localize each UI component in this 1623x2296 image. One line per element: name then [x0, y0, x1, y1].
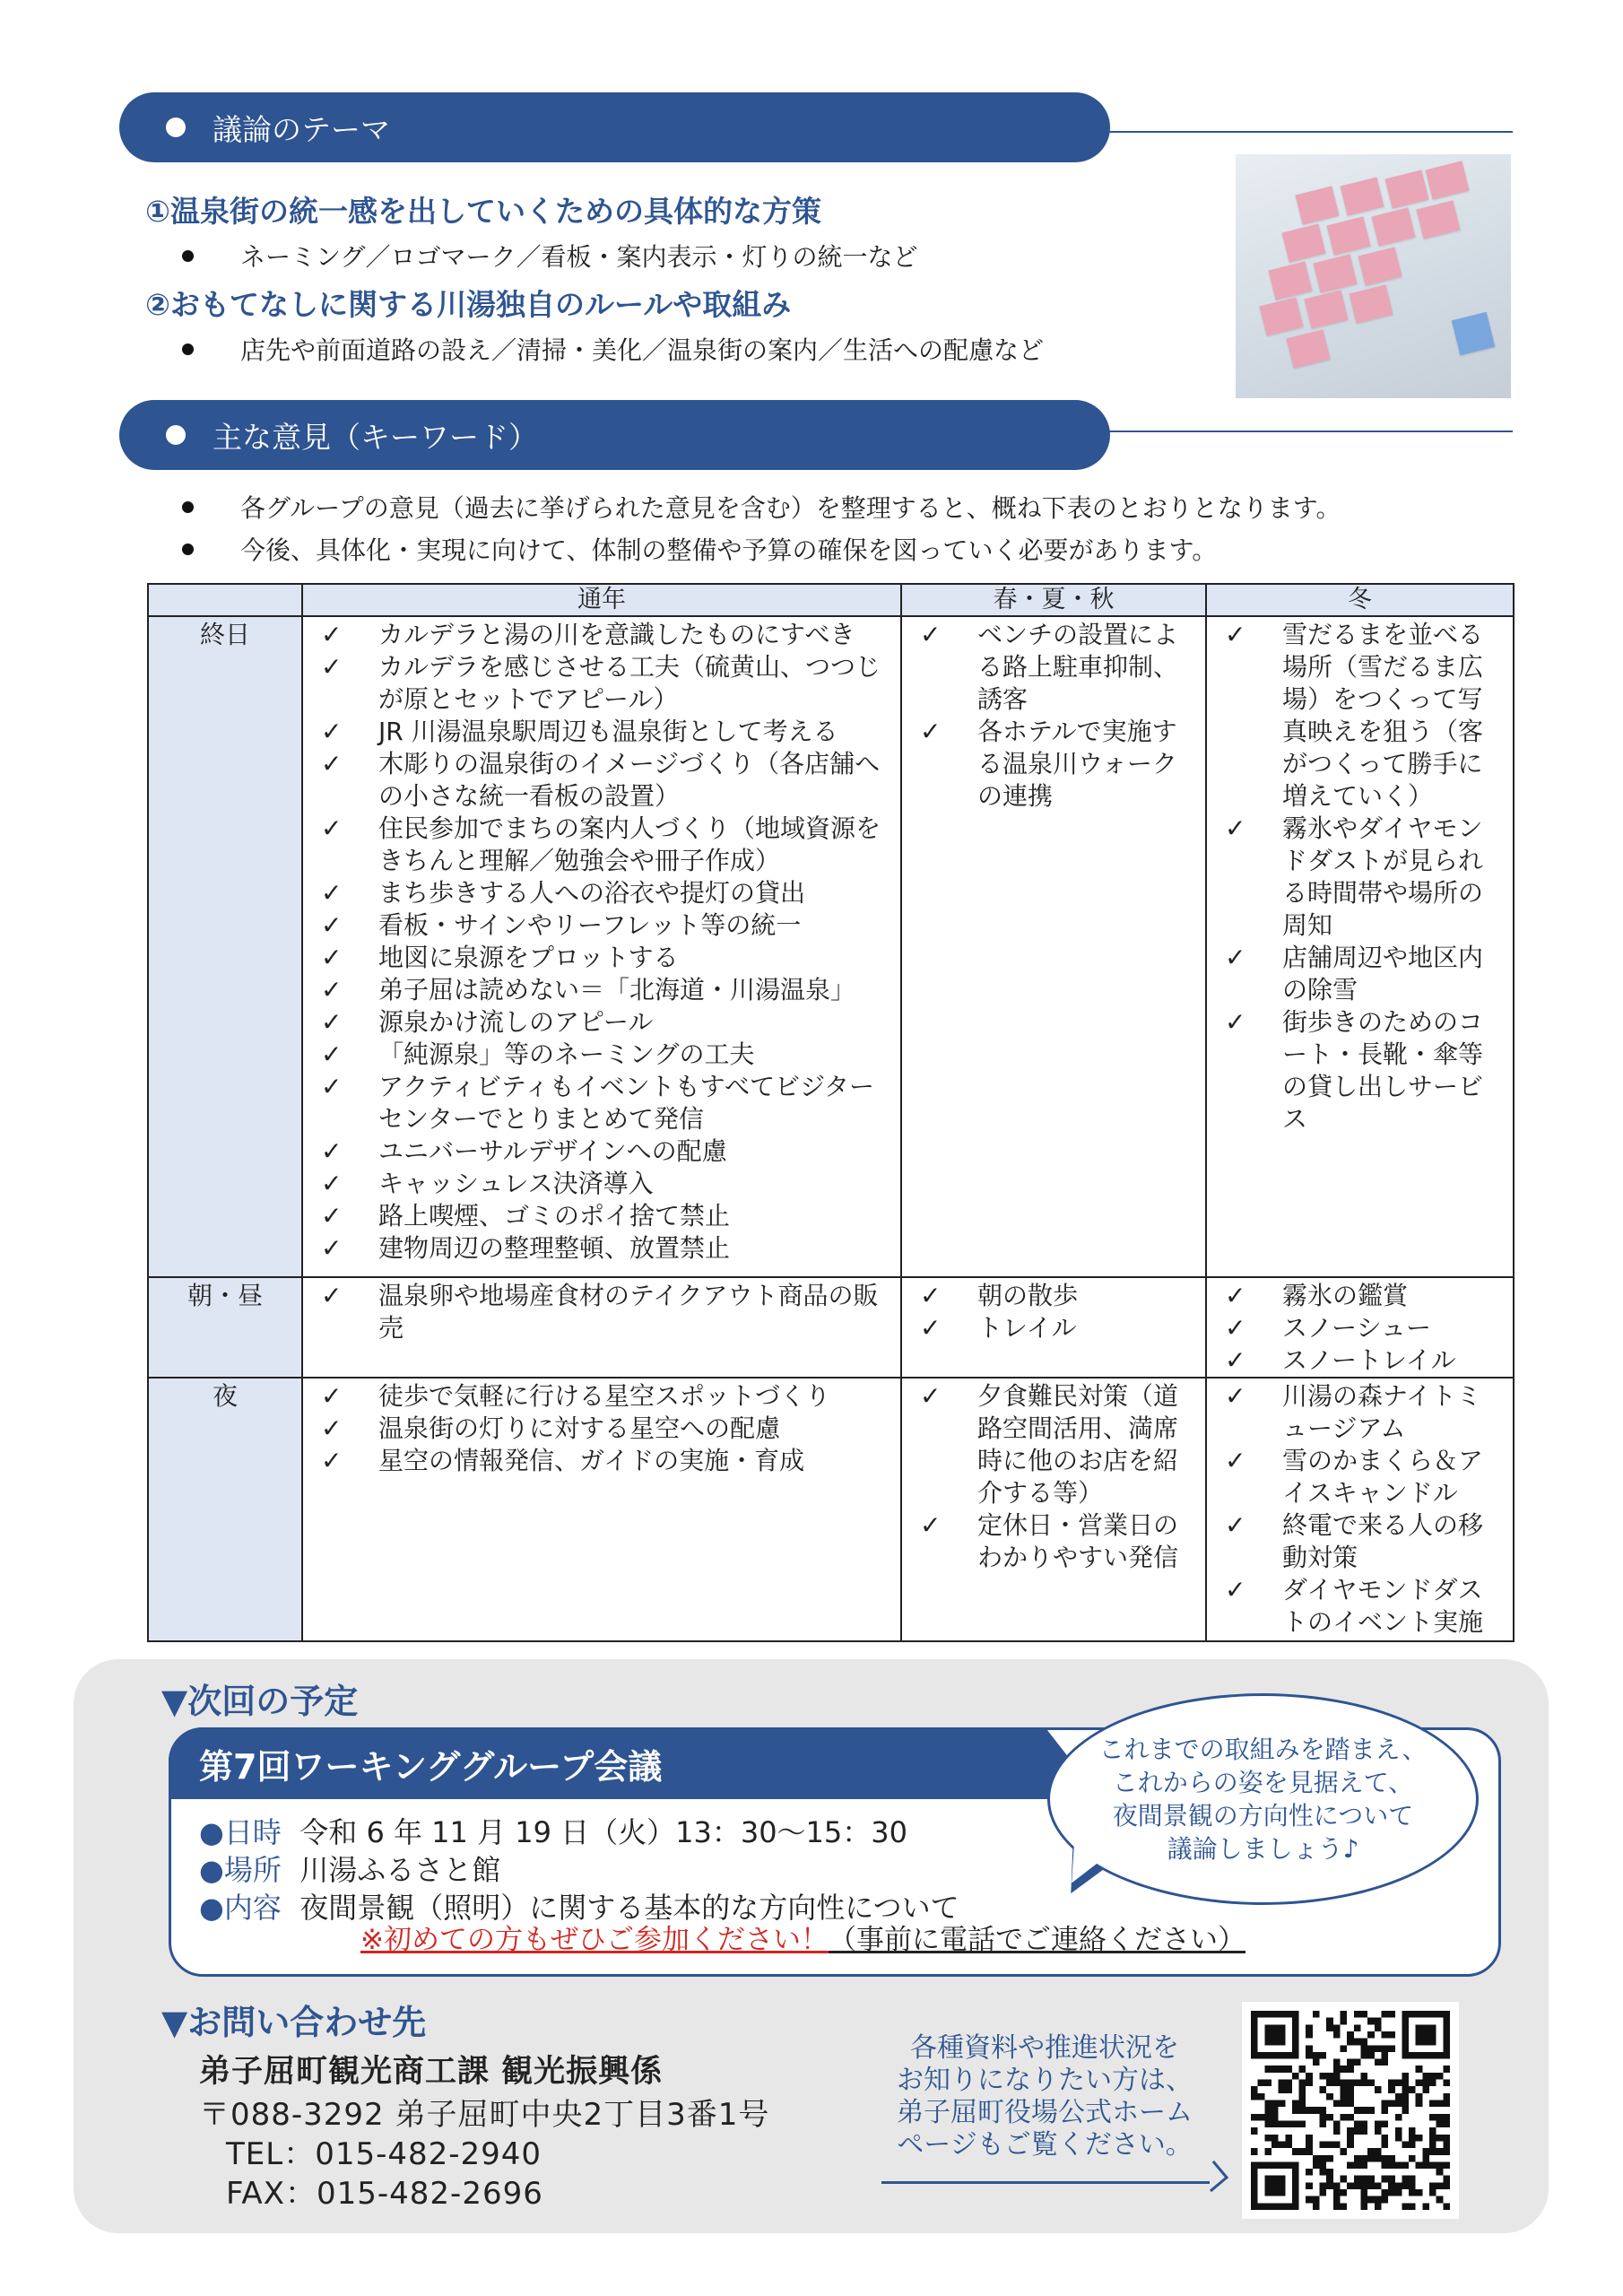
- event-date-label: ●日時: [199, 1815, 282, 1849]
- contact-title: ▼お問い合わせ先: [161, 2003, 427, 2042]
- section-title-opinions: 主な意見（キーワード）: [213, 419, 538, 455]
- first-time-note: （事前に電話でご連絡ください）: [828, 1924, 1245, 1956]
- list-item-text: 看板・サインやリーフレット等の統一: [378, 910, 802, 940]
- contact-address: 〒088-3292 弟子屈町中央2丁目3番1号: [199, 2097, 770, 2133]
- list-item: [902, 619, 1205, 716]
- table-header-winter: 冬: [1206, 584, 1514, 616]
- event-date: [199, 1810, 907, 1851]
- checkmark-icon: ✓: [321, 652, 343, 682]
- list-item-text: ユニバーサルデザインへの配慮: [378, 1136, 727, 1166]
- checkmark-icon: ✓: [920, 1381, 942, 1411]
- list-item-text: 源泉かけ流しのアピール: [378, 1007, 654, 1037]
- checkmark-icon: ✓: [1225, 813, 1246, 843]
- list-item-text: ダイヤモンドダストのイベント実施: [1282, 1575, 1484, 1637]
- checkmark-icon: ✓: [321, 1281, 343, 1310]
- checkmark-icon: ✓: [321, 910, 343, 940]
- bubble-line-3: 夜間景観の方向性について: [1112, 1801, 1414, 1831]
- list-item-text: 住民参加でまちの案内人づくり（地域資源をきちんと理解／勉強会や冊子作成）: [378, 813, 881, 875]
- list-item: [1207, 1380, 1513, 1445]
- cell-all-year: [302, 1277, 901, 1378]
- list-item: [303, 1006, 900, 1039]
- cell-spring-summer-autumn: [901, 1378, 1206, 1641]
- list-item: [1207, 1280, 1513, 1312]
- table-row-night: [148, 1378, 1514, 1641]
- cell-all-year: [302, 616, 901, 1277]
- cell-winter: [1206, 616, 1514, 1277]
- checkmark-icon: ✓: [1225, 943, 1246, 972]
- section-header-opinions: [119, 400, 1110, 470]
- theme-1-detail-text: ネーミング／ロゴマーク／看板・案内表示・灯りの統一など: [240, 242, 918, 272]
- notice-line-2: お知りになりたい方は、: [897, 2065, 1193, 2096]
- list-item: [303, 619, 900, 651]
- list-item: [303, 1168, 900, 1200]
- list-item: [1207, 1312, 1513, 1344]
- list-item-text: 街歩きのためのコート・長靴・傘等の貸し出しサービス: [1282, 1007, 1484, 1134]
- opinion-bullet-2: [182, 531, 1217, 567]
- event-place-value: 川湯ふるさと館: [299, 1853, 501, 1887]
- list-item-text: 終電で来る人の移動対策: [1282, 1510, 1484, 1572]
- checkmark-icon: ✓: [321, 749, 343, 778]
- list-item: [1207, 1006, 1513, 1135]
- list-item: [902, 1380, 1205, 1509]
- list-item-text: 建物周辺の整理整頓、放置禁止: [378, 1233, 731, 1263]
- list-item-text: アクティビティもイベントもすべてビジターセンターでとりまとめて発信: [378, 1072, 875, 1134]
- list-item: [303, 716, 900, 748]
- list-item-text: 朝の散歩: [977, 1281, 1079, 1310]
- theme-2-detail: [182, 331, 1044, 367]
- list-item: [902, 716, 1205, 813]
- list-item-text: スノートレイル: [1282, 1345, 1456, 1375]
- checkmark-icon: ✓: [1225, 1345, 1246, 1375]
- speech-bubble: [1047, 1693, 1479, 1905]
- qr-code[interactable]: [1242, 2002, 1459, 2219]
- list-item: [303, 1135, 900, 1168]
- event-title: 第7回ワーキンググループ会議: [199, 1747, 663, 1787]
- list-item: [1207, 1445, 1513, 1509]
- list-item-text: カルデラと湯の川を意識したものにすべき: [378, 620, 855, 649]
- checkmark-icon: ✓: [321, 620, 343, 649]
- list-item-text: 地図に泉源をプロットする: [378, 943, 679, 972]
- list-item-text: 夕食難民対策（道路空間活用、満席時に他のお店を紹介する等）: [977, 1381, 1179, 1508]
- list-item-text: 雪のかまくら＆アイスキャンドル: [1282, 1446, 1484, 1508]
- header-rule: [1076, 131, 1513, 133]
- arrow-line: [881, 2181, 1210, 2184]
- list-item: [902, 1509, 1205, 1574]
- list-item: [303, 1071, 900, 1135]
- event-content-value: 夜間景観（照明）に関する基本的な方向性について: [299, 1891, 959, 1925]
- table-header-row: [148, 584, 1514, 616]
- homepage-notice: [870, 2032, 1219, 2161]
- list-item-text: 店舗周辺や地区内の除雪: [1282, 943, 1484, 1004]
- event-place-label: ●場所: [199, 1853, 282, 1887]
- list-item-text: 「純源泉」等のネーミングの工夫: [378, 1039, 755, 1069]
- checkmark-icon: ✓: [321, 813, 343, 843]
- list-item: [1207, 813, 1513, 942]
- checkmark-icon: ✓: [920, 1510, 942, 1540]
- list-item: [303, 1413, 900, 1445]
- opinion-bullet-2-text: 今後、具体化・実現に向けて、体制の整備や予算の確保を図っていく必要があります。: [240, 535, 1218, 565]
- opinion-bullet-1: [182, 489, 1341, 525]
- list-item: [1207, 1509, 1513, 1574]
- checkmark-icon: ✓: [1225, 1510, 1246, 1540]
- cell-spring-summer-autumn: [901, 616, 1206, 1277]
- list-item-text: 霧氷の鑑賞: [1282, 1281, 1409, 1310]
- row-label: 朝・昼: [148, 1277, 302, 1378]
- notice-line-3: 弟子屈町役場公式ホーム: [897, 2097, 1193, 2128]
- bullet-dot-icon: [166, 117, 186, 137]
- list-item-text: 霧氷やダイヤモンドダストが見られる時間帯や場所の周知: [1282, 813, 1484, 940]
- list-item-text: JR 川湯温泉駅周辺も温泉街として考える: [378, 717, 838, 746]
- list-item-text: 星空の情報発信、ガイドの実施・育成: [378, 1446, 805, 1475]
- list-item-text: 温泉街の灯りに対する星空への配慮: [378, 1413, 781, 1443]
- checkmark-icon: ✓: [321, 1201, 343, 1231]
- table-row-morning-noon: [148, 1277, 1514, 1378]
- bubble-line-1: これまでの取組みを踏まえ、: [1098, 1735, 1428, 1764]
- checkmark-icon: ✓: [321, 975, 343, 1004]
- list-item-text: 川湯の森ナイトミュージアム: [1282, 1381, 1482, 1443]
- list-item: [303, 1232, 900, 1265]
- list-item: [1207, 1574, 1513, 1639]
- next-schedule-title: ▼次回の予定: [161, 1682, 359, 1721]
- bubble-line-4: 議論しましょう♪: [1167, 1834, 1359, 1864]
- notice-line-1: 各種資料や推進状況を: [910, 2032, 1179, 2064]
- table-row-all-day: [148, 616, 1514, 1277]
- checkmark-icon: ✓: [920, 1313, 942, 1343]
- list-item: [303, 974, 900, 1006]
- checkmark-icon: ✓: [1225, 1446, 1246, 1475]
- list-item-text: まち歩きする人への浴衣や提灯の貸出: [378, 878, 806, 908]
- list-item: [902, 1312, 1205, 1344]
- checkmark-icon: ✓: [321, 1007, 343, 1037]
- theme-1-heading: ①温泉街の統一感を出していくための具体的な方策: [145, 194, 821, 229]
- list-item: [1207, 942, 1513, 1006]
- list-item: [303, 1445, 900, 1477]
- opinion-bullet-1-text: 各グループの意見（過去に挙げられた意見を含む）を整理すると、概ね下表のとおりとなります。: [240, 493, 1341, 523]
- contact-department: 弟子屈町観光商工課 観光振興係: [199, 2054, 664, 2090]
- checkmark-icon: ✓: [920, 717, 942, 746]
- checkmark-icon: ✓: [1225, 1313, 1246, 1343]
- list-item-text: キャッシュレス決済導入: [378, 1169, 654, 1198]
- workshop-photo: [1236, 154, 1511, 398]
- section-header-theme: [119, 92, 1110, 162]
- list-item-text: 弟子屈は読めない＝「北海道・川湯温泉」: [378, 975, 856, 1004]
- checkmark-icon: ✓: [321, 717, 343, 746]
- event-date-value: 令和 6 年 11 月 19 日（火）13：30～15：30: [299, 1815, 907, 1849]
- section-title-theme: 議論のテーマ: [213, 111, 390, 147]
- checkmark-icon: ✓: [321, 1072, 343, 1101]
- first-time-notice: [360, 1917, 1245, 1957]
- list-item: [303, 1280, 900, 1344]
- list-item-text: 路上喫煙、ゴミのポイ捨て禁止: [378, 1201, 731, 1231]
- event-content-label: ●内容: [199, 1891, 282, 1925]
- bubble-line-2: これからの姿を見据えて、: [1112, 1768, 1414, 1797]
- list-item-text: 雪だるまを並べる場所（雪だるま広場）をつくって写真映えを狙う（客がつくって勝手に増えていく）: [1282, 620, 1484, 811]
- list-item-text: カルデラを感じさせる工夫（硫黄山、つつじが原とセットでアピール）: [378, 652, 881, 714]
- row-label: 夜: [148, 1378, 302, 1641]
- cell-winter: [1206, 1277, 1514, 1378]
- table-header-spring-summer-autumn: 春・夏・秋: [901, 584, 1206, 616]
- bullet-dot-icon: [166, 425, 186, 445]
- checkmark-icon: ✓: [1225, 620, 1246, 649]
- theme-1-detail: [182, 238, 917, 274]
- contact-fax: FAX：015-482-2696: [226, 2176, 543, 2212]
- list-item: [303, 909, 900, 942]
- keyword-table: [147, 583, 1515, 1642]
- list-item: [303, 877, 900, 909]
- list-item-text: スノーシュー: [1282, 1313, 1432, 1343]
- list-item-text: 徒歩で気軽に行ける星空スポットづくり: [378, 1381, 831, 1411]
- checkmark-icon: ✓: [1225, 1381, 1246, 1411]
- qr-code-icon: [1251, 2011, 1450, 2210]
- list-item-text: 温泉卵や地場産食材のテイクアウト商品の販売: [378, 1281, 879, 1343]
- list-item: [902, 1280, 1205, 1312]
- table-header-all-year: 通年: [302, 584, 901, 616]
- checkmark-icon: ✓: [321, 1446, 343, 1475]
- header-rule: [1076, 430, 1513, 432]
- checkmark-icon: ✓: [321, 1233, 343, 1263]
- table-header-blank: [148, 584, 302, 616]
- checkmark-icon: ✓: [321, 1169, 343, 1198]
- checkmark-icon: ✓: [321, 878, 343, 908]
- contact-tel: TEL：015-482-2940: [226, 2136, 542, 2172]
- notice-line-4: ページもご覧ください。: [897, 2129, 1193, 2161]
- cell-spring-summer-autumn: [901, 1277, 1206, 1378]
- checkmark-icon: ✓: [321, 1381, 343, 1411]
- list-item: [303, 942, 900, 974]
- list-item: [1207, 1344, 1513, 1377]
- list-item: [303, 1039, 900, 1071]
- cell-winter: [1206, 1378, 1514, 1641]
- cell-all-year: [302, 1378, 901, 1641]
- list-item: [303, 813, 900, 877]
- theme-2-heading: ②おもてなしに関する川湯独自のルールや取組み: [145, 287, 792, 322]
- checkmark-icon: ✓: [920, 1281, 942, 1310]
- checkmark-icon: ✓: [1225, 1575, 1246, 1605]
- list-item-text: ベンチの設置による路上駐車抑制、誘客: [977, 620, 1179, 714]
- list-item: [303, 1380, 900, 1413]
- list-item-text: トレイル: [977, 1313, 1077, 1343]
- checkmark-icon: ✓: [920, 620, 942, 649]
- checkmark-icon: ✓: [1225, 1007, 1246, 1037]
- list-item: [303, 651, 900, 716]
- first-time-red: ※初めての方もぜひご参加ください！: [360, 1924, 829, 1956]
- list-item: [1207, 619, 1513, 813]
- checkmark-icon: ✓: [321, 1413, 343, 1443]
- list-item-text: 各ホテルで実施する温泉川ウォークの連携: [977, 717, 1177, 811]
- list-item-text: 定休日・営業日のわかりやすい発信: [977, 1510, 1179, 1572]
- theme-2-detail-text: 店先や前面道路の設え／清掃・美化／温泉街の案内／生活への配慮など: [240, 335, 1045, 365]
- checkmark-icon: ✓: [321, 1136, 343, 1166]
- event-place: [199, 1848, 500, 1889]
- list-item-text: 木彫りの温泉街のイメージづくり（各店舗への小さな統一看板の設置）: [378, 749, 881, 811]
- row-label: 終日: [148, 616, 302, 1277]
- list-item: [303, 1200, 900, 1232]
- list-item: [303, 748, 900, 813]
- checkmark-icon: ✓: [1225, 1281, 1246, 1310]
- checkmark-icon: ✓: [321, 1039, 343, 1069]
- checkmark-icon: ✓: [321, 943, 343, 972]
